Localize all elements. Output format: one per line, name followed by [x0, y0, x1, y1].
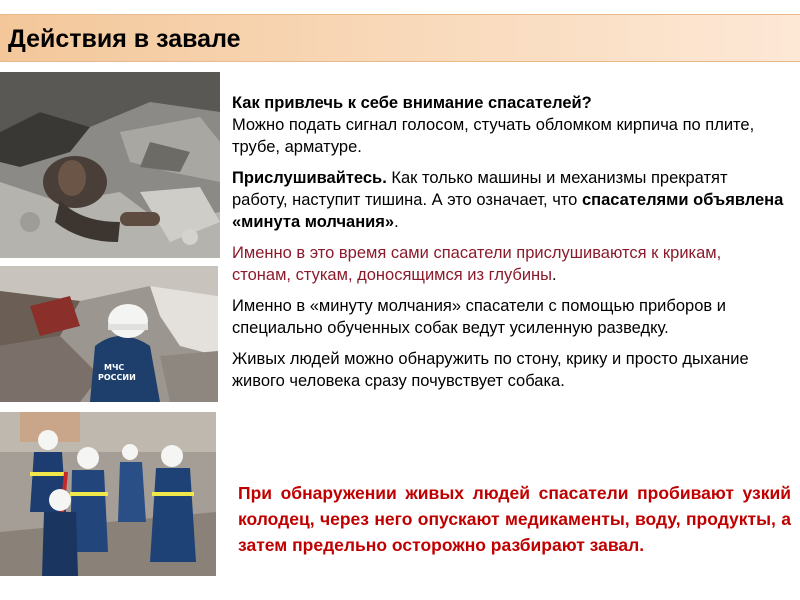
photo-rescuers-search — [0, 412, 216, 576]
paragraph-attract-attention — [232, 92, 784, 158]
minute-of-silence-bold: спасателями объявлена «минута молчания» — [232, 191, 784, 231]
paragraph-reconnaissance — [232, 295, 784, 339]
paragraph-text-dark-red: Именно в это время сами спасатели прислушиваются к крикам, стонам, стукам, доносящимся из глубины — [232, 244, 722, 284]
russia-text: РОССИИ — [98, 373, 136, 382]
slide-title: Действия в завале — [8, 25, 241, 53]
paragraph-end: . — [552, 266, 557, 284]
paragraph-text: Можно подать сигнал голосом, стучать обломком кирпича по плите, трубе, арматуре. — [232, 116, 755, 156]
callout-red-text: При обнаружении живых людей спасатели пробивают узкий колодец, через него опускают медикаменты, воду, продукты, а затем предельно осторожно разбирают завал. — [238, 483, 791, 555]
paragraph-text: Живых людей можно обнаружить по стону, крику и просто дыхание живого человека сразу почувствует собака. — [232, 350, 749, 390]
paragraph-text: Именно в «минуту молчания» спасатели с помощью приборов и специально обученных собак ведут усиленную разведку. — [232, 297, 726, 337]
photo-victim-under-rubble — [0, 72, 220, 258]
paragraph-rescuers-listen — [232, 242, 784, 286]
mchs-text: МЧС — [104, 363, 125, 372]
paragraph-end: . — [394, 213, 399, 231]
question-heading: Как привлечь к себе внимание спасателей? — [232, 94, 592, 112]
text-column — [232, 92, 784, 401]
bold-lead: Прислушивайтесь. — [232, 169, 387, 187]
paragraph-dogs — [232, 348, 784, 392]
paragraph-text: Как только машины и механизмы прекратят работу, наступит тишина. А это означает, что — [232, 169, 728, 209]
paragraph-listen — [232, 167, 784, 233]
title-bar — [0, 14, 800, 62]
photo-rescuer-mchs — [0, 266, 218, 402]
